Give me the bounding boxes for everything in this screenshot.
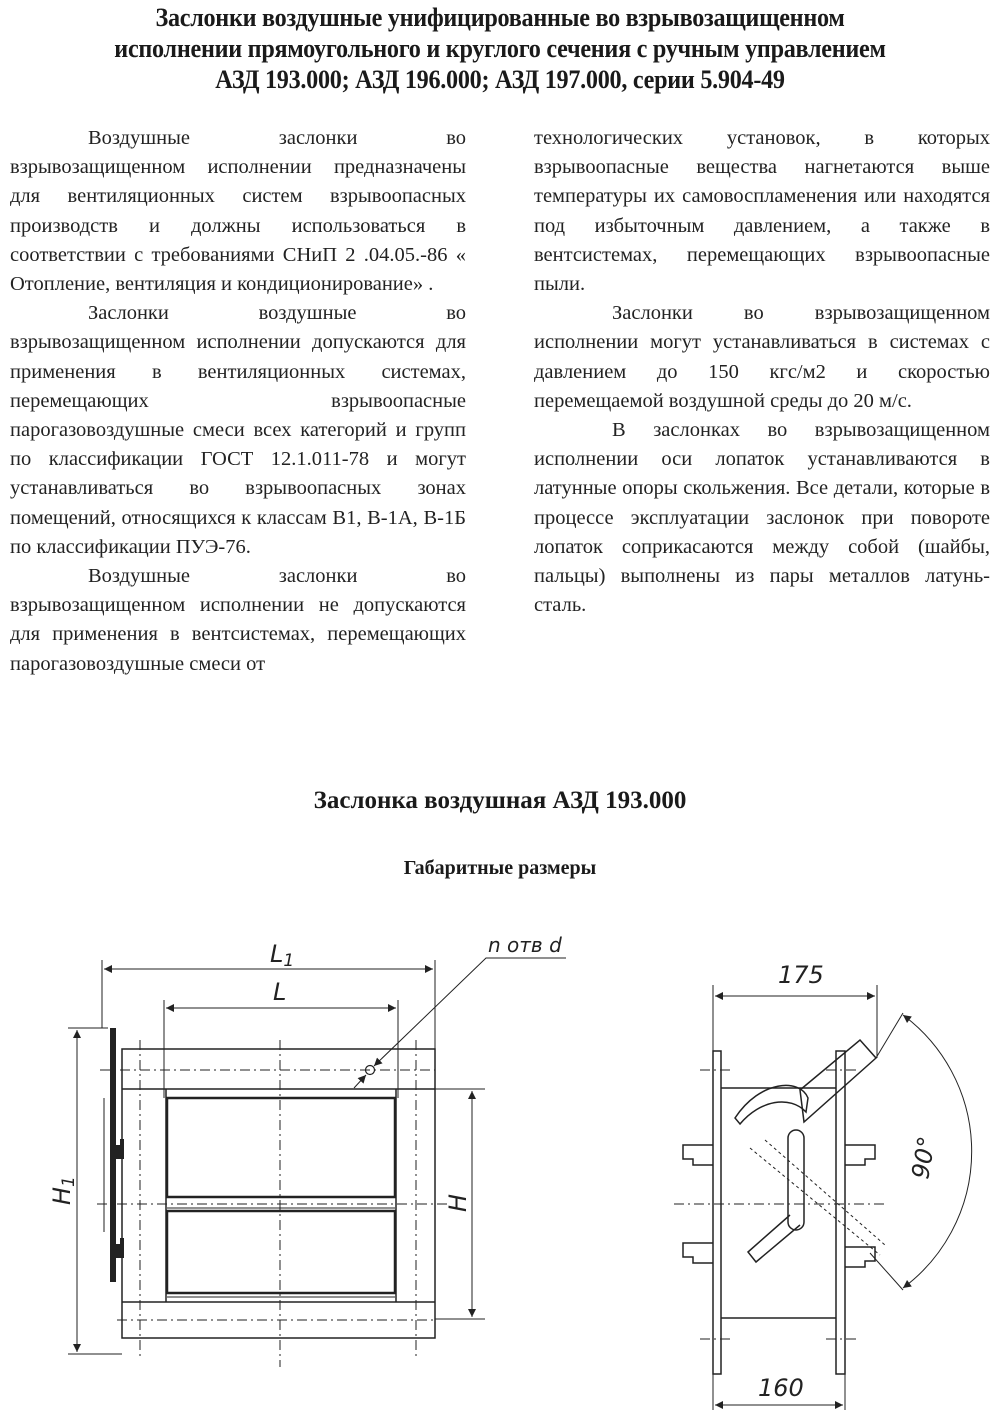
front-view	[97, 1028, 450, 1367]
handle-bar	[110, 1028, 116, 1282]
bolt-left-upper	[683, 1145, 713, 1165]
front-view-dimensions	[68, 958, 566, 1354]
paragraph: В заслонках во взрывозащищенном исполнении оси лопаток устанавливаются в латунные опоры скольжения. Все детали, которые в процессе эксплуатации заслонок при повороте лопаток соприкасаются между собой (шайбы, пальцы) выполнены из пары металлов латунь-сталь.	[534, 419, 990, 617]
bolt-left-lower	[683, 1243, 713, 1263]
paragraph: Заслонки во взрывозащищенном исполнении могут устанавливаться в системах с давлением до 150 кгс/м2 и скоростью перемещаемой воздушной среды до 20 м/с.	[534, 302, 990, 412]
quadrant-arc	[735, 1085, 808, 1124]
title-line-3: АЗД 193.000; АЗД 196.000; АЗД 197.000, серии 5.904-49	[215, 65, 785, 94]
paragraph-continued: технологических установок, в которых взрывоопасные вещества нагнетаются выше температуры их самовоспламенения или находятся под избыточным давлением, а также в вентсистемах, перемещающих взрывоопасные пыли.	[534, 127, 990, 296]
bolt-right-upper	[845, 1145, 875, 1165]
hole-leader	[374, 958, 566, 1066]
dim-label-175: 175	[778, 961, 824, 989]
shaft	[788, 1130, 804, 1230]
handle-bracket-upper	[116, 1139, 124, 1159]
angle-label: 90°	[906, 1134, 942, 1182]
lower-lever	[748, 1215, 800, 1262]
hidden-linkage	[750, 1140, 885, 1255]
lever-handle	[800, 1040, 876, 1122]
dim-label-H1: H1	[48, 1176, 79, 1205]
blade-lower	[167, 1211, 395, 1293]
paragraph: Воздушные заслонки во взрывозащищенном исполнении не допускаются для применения в вентсистемах, перемещающих парогазовоздушные смеси от	[10, 565, 466, 675]
bolt-right-lower	[845, 1247, 875, 1267]
dim-label-160: 160	[758, 1374, 804, 1402]
handle-bracket-lower	[116, 1238, 124, 1258]
right-plate	[836, 1051, 845, 1374]
title-line-2: исполнении прямоугольного и круглого сечения с ручным управлением	[114, 34, 886, 63]
paragraph: Заслонки воздушные во взрывозащищенном исполнении допускаются для применения в вентиляционных системах, перемещающих взрывоопасные парогазовоздушные смеси всех категорий и групп по классификации ГОСТ 12.1.011-78 и могут устанавливаться во взрывоопасных зонах помещений, относящихся к классам В1, В-1А, В-1Б по классификации ПУЭ-76.	[10, 302, 466, 558]
side-center-lines	[674, 1070, 886, 1339]
dim-label-L1: L1	[270, 940, 295, 971]
subsection-title: Габаритные размеры	[403, 857, 597, 879]
hole-callout-label: n отв d	[488, 933, 562, 957]
outer-frame	[122, 1049, 435, 1338]
title-line-1: Заслонки воздушные унифицированные во взрывозащищенном	[155, 3, 845, 32]
blade-upper	[167, 1098, 395, 1197]
side-view	[674, 1040, 886, 1374]
paragraph: Воздушные заслонки во взрывозащищенном исполнении предназначены для вентиляционных систем взрывоопасных производств и должны использоваться в соответствии с требованиями СНиП 2 .04.05.-86 « Отопление, вентиляция и кондиционирование» .	[10, 127, 466, 296]
left-plate	[713, 1051, 721, 1374]
dim-label-H: H	[444, 1193, 472, 1212]
side-view-dimensions	[713, 985, 972, 1410]
dim-label-L: L	[273, 978, 287, 1006]
section-title: Заслонка воздушная АЗД 193.000	[313, 787, 687, 814]
